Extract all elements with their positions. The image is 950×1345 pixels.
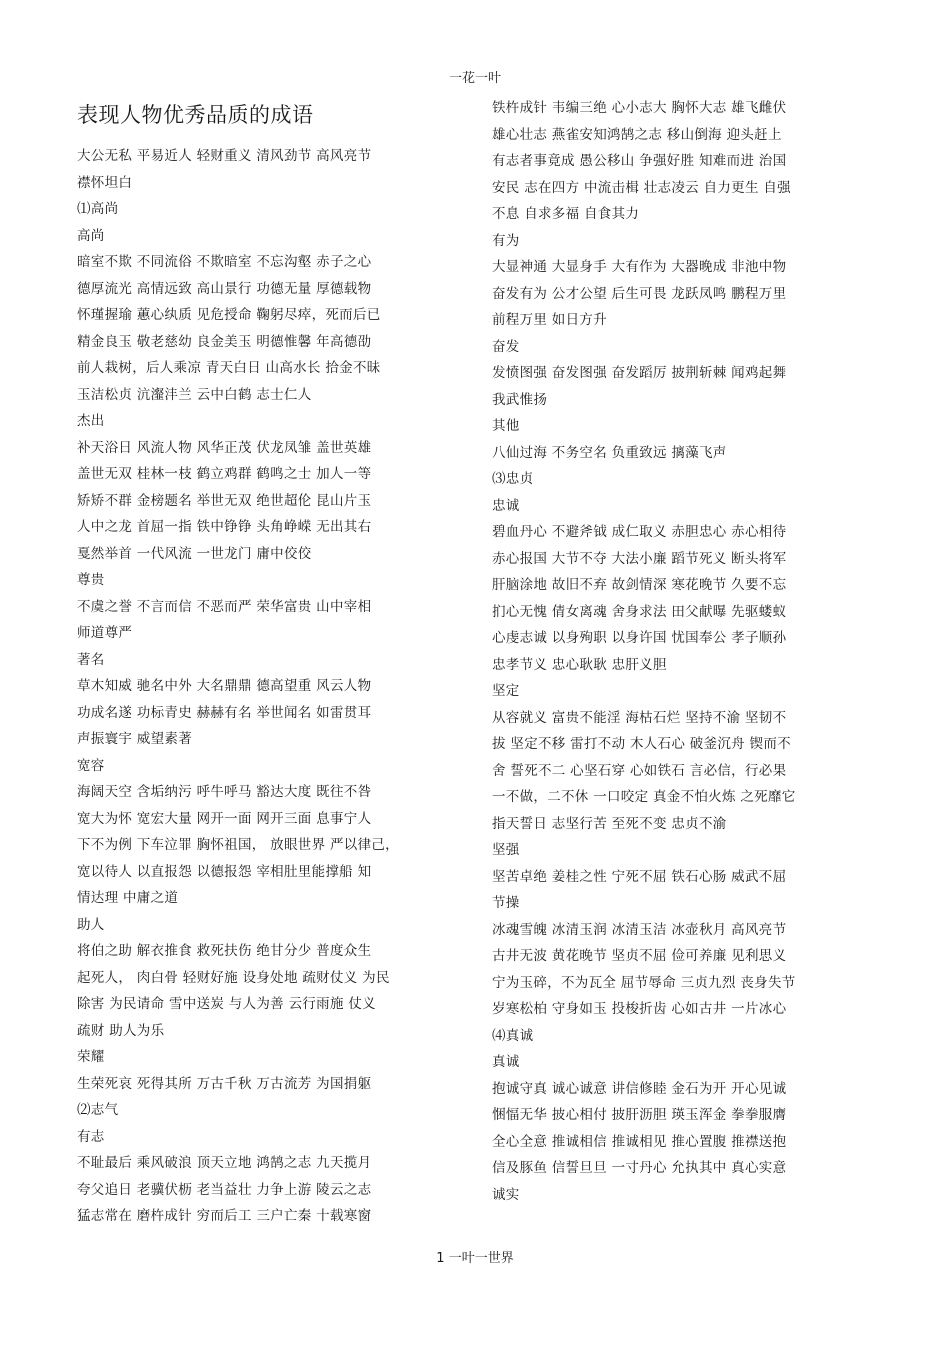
text-line: 杰出 [77, 413, 105, 429]
text-line: 尊贵 [77, 572, 105, 588]
text-line: 除害 为民请命 雪中送炭 与人为善 云行雨施 仗义 [77, 996, 376, 1012]
text-line: ⑶忠贞 [492, 471, 534, 487]
text-line: 扪心无愧 倩女离魂 舍身求法 田父献曝 先驱蝼蚁 [492, 603, 787, 620]
text-line: 草木知威 驰名中外 大名鼎鼎 德高望重 风云人物 [77, 678, 372, 694]
text-line: 坚苦卓绝 姜桂之性 宁死不屈 铁石心肠 威武不屈 [492, 868, 787, 885]
text-line: 襟怀坦白 [77, 174, 133, 191]
text-line: 坚定 [492, 683, 520, 699]
text-line: 坚强 [492, 842, 520, 858]
text-line: 抱诚守真 诚心诚意 讲信修睦 金石为开 开心见诚 [492, 1080, 787, 1097]
text-line: 安民 志在四方 中流击楫 壮志凌云 自力更生 自强 [492, 179, 791, 196]
text-line: 忠诚 [492, 497, 520, 514]
text-line: 不息 自求多福 自食其力 [492, 206, 640, 222]
text-line: 德厚流光 高情远致 高山景行 功德无量 厚德载物 [77, 280, 372, 297]
text-line: 前人栽树，后人乘凉 青天白日 山高水长 拾金不昧 [77, 360, 381, 376]
text-line: 八仙过海 不务空名 负重致远 摛藻飞声 [492, 444, 727, 461]
text-line: 岁寒松柏 守身如玉 投梭折齿 心如古井 一片冰心 [492, 1001, 787, 1017]
text-line: 生荣死哀 死得其所 万古千秋 万古流芳 为国捐躯 [77, 1075, 372, 1092]
page-header: 一花一叶 [448, 71, 501, 86]
text-line: 大显神通 大显身手 大有作为 大器晚成 非池中物 [492, 259, 787, 275]
text-line: 铁杵成针 韦编三绝 心小志大 胸怀大志 雄飞雌伏 [492, 100, 787, 116]
text-line: 人中之龙 首屈一指 铁中铮铮 头角峥嵘 无出其右 [77, 519, 372, 535]
text-line: 信及豚鱼 信誓旦旦 一寸丹心 允执其中 真心实意 [492, 1160, 787, 1176]
text-line: 节操 [492, 895, 520, 911]
text-line: 怀瑾握瑜 蕙心纨质 见危授命 鞠躬尽瘁，死而后已 [77, 307, 381, 323]
text-line: 不虞之誉 不言而信 不恶而严 荣华富贵 山中宰相 [77, 598, 372, 615]
left-column [77, 95, 477, 1230]
text-line: 起死人， 肉白骨 轻财好施 设身处地 疏财仗义 为民 [77, 969, 390, 986]
text-line: ⑴高尚 [77, 201, 119, 217]
text-line: 疏财 助人为乐 [77, 1022, 165, 1039]
text-line: 暗室不欺 不同流俗 不欺暗室 不忘沟壑 赤子之心 [77, 254, 372, 270]
text-line: 雄心壮志 燕雀安知鸿鹄之志 移山倒海 迎头赶上 [492, 126, 782, 143]
left-idiom-list [77, 143, 477, 1230]
text-line: 有为 [492, 232, 520, 249]
text-line: 全心全意 推诚相信 推诚相见 推心置腹 推襟送抱 [492, 1133, 787, 1150]
text-line: 海阔天空 含垢纳污 呼牛呼马 豁达大度 既往不咎 [77, 784, 372, 800]
text-line: 其他 [492, 418, 520, 434]
text-line: 荣耀 [77, 1049, 105, 1065]
text-line: 助人 [77, 916, 105, 933]
text-line: 猛志常在 磨杵成针 穷而后工 三户亡秦 十载寒窗 [77, 1208, 372, 1224]
text-line: 精金良玉 敬老慈幼 良金美玉 明德惟馨 年高德劭 [77, 333, 372, 350]
text-line: ⑷真诚 [492, 1027, 534, 1044]
text-line: 不耻最后 乘风破浪 顶天立地 鸿鹄之志 九天揽月 [77, 1155, 372, 1171]
text-line: 下不为例 下车泣罪 胸怀祖国， 放眼世界 严以律己， [77, 837, 399, 853]
text-line: 肝脑涂地 故旧不弃 故剑情深 寒花晚节 久要不忘 [492, 577, 787, 593]
text-line: 将伯之助 解衣推食 救死扶伤 绝甘分少 普度众生 [77, 943, 372, 959]
text-line: 夸父追日 老骥伏枥 老当益壮 力争上游 陵云之志 [77, 1181, 372, 1198]
text-line: 前程万里 如日方升 [492, 312, 607, 328]
text-line: 声振寰宇 威望素著 [77, 731, 192, 747]
text-line: 诚实 [492, 1186, 520, 1203]
text-line: 矫矫不群 金榜题名 举世无双 绝世超伦 昆山片玉 [77, 492, 372, 509]
text-line: 指天誓日 志坚行苦 至死不变 忠贞不渝 [492, 815, 727, 832]
right-column [492, 95, 872, 1208]
text-line: 补天浴日 风流人物 风华正茂 伏龙凤雏 盖世英雄 [77, 439, 372, 456]
page-title: 表现人物优秀品质的成语 [77, 103, 314, 127]
text-line: ⑵志气 [77, 1102, 119, 1118]
text-line: 有志者事竟成 愚公移山 争强好胜 知难而进 治国 [492, 153, 787, 169]
text-line: 宽容 [77, 757, 105, 774]
text-line: 功成名遂 功标青史 赫赫有名 举世闻名 如雷贯耳 [77, 704, 372, 721]
text-line: 著名 [77, 651, 105, 668]
text-line: 宁为玉碎，不为瓦全 屈节辱命 三贞九烈 丧身失节 [492, 974, 796, 991]
text-line: 盖世无双 桂林一枝 鹤立鸡群 鹤鸣之士 加人一等 [77, 466, 372, 482]
text-line: 玉洁松贞 沆瀣沣兰 云中白鹤 志士仁人 [77, 386, 312, 403]
right-idiom-list [492, 95, 872, 1208]
text-line: 大公无私 平易近人 轻财重义 清风劲节 高风亮节 [77, 148, 372, 164]
text-line: 有志 [77, 1128, 105, 1145]
text-line: 发愤图强 奋发图强 奋发蹈厉 披荆斩棘 闻鸡起舞 [492, 365, 787, 381]
text-line: 忠孝节义 忠心耿耿 忠肝义胆 [492, 656, 667, 673]
text-line: 心虔志诚 以身殉职 以身许国 忧国奉公 孝子顺孙 [492, 630, 787, 646]
text-line: 古井无波 黄花晚节 坚贞不屈 俭可养廉 见利思义 [492, 948, 787, 964]
text-line: 高尚 [77, 227, 105, 244]
text-line: 从容就义 富贵不能淫 海枯石烂 坚持不渝 坚韧不 [492, 709, 787, 726]
text-line: 碧血丹心 不避斧钺 成仁取义 赤胆忠心 赤心相待 [492, 524, 787, 540]
text-line: 真诚 [492, 1054, 520, 1070]
page-footer: 1 一叶一世界 [436, 1251, 514, 1266]
text-line: 舍 誓死不二 心坚石穿 心如铁石 言必信，行必果 [492, 762, 787, 779]
text-line: 戛然举首 一代风流 一世龙门 庸中佼佼 [77, 545, 312, 562]
text-line: 赤心报国 大节不夺 大法小廉 蹈节死义 断头将军 [492, 550, 787, 567]
text-line: 一不做，二不休 一口咬定 真金不怕火炼 之死靡它 [492, 789, 796, 805]
text-line: 悃愊无华 披心相付 披肝沥胆 瑛玉浑金 拳拳服膺 [492, 1107, 787, 1123]
text-line: 奋发 [492, 338, 520, 355]
text-line: 我武惟扬 [492, 391, 548, 408]
text-line: 宽大为怀 宽宏大量 网开一面 网开三面 息事宁人 [77, 810, 372, 827]
text-line: 冰魂雪魄 冰清玉润 冰清玉洁 冰壶秋月 高风亮节 [492, 921, 787, 938]
text-line: 情达理 中庸之道 [77, 890, 179, 906]
text-line: 师道尊严 [77, 625, 133, 641]
text-line: 奋发有为 公才公望 后生可畏 龙跃凤鸣 鹏程万里 [492, 285, 787, 302]
text-line: 宽以待人 以直报怨 以德报怨 宰相肚里能撑船 知 [77, 863, 372, 880]
text-line: 拔 坚定不移 雷打不动 木人石心 破釜沉舟 锲而不 [492, 736, 791, 752]
